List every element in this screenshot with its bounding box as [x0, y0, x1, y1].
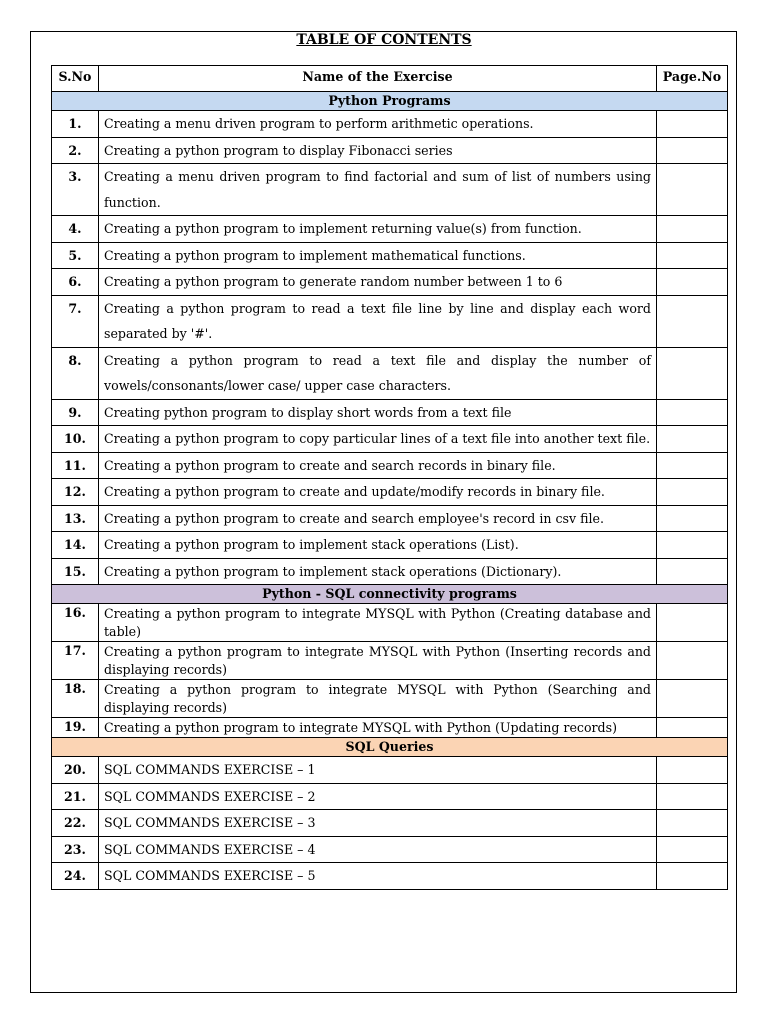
row-number: 5.: [52, 242, 99, 269]
row-number: 15.: [52, 558, 99, 585]
table-row: [52, 757, 728, 784]
page-number-cell: [657, 399, 728, 426]
table-row: [52, 863, 728, 890]
header-name: Name of the Exercise: [99, 66, 657, 92]
section-header-python: [52, 92, 728, 111]
section-header-sql-conn: [52, 585, 728, 604]
exercise-name: Creating a python program to implement stack operations (Dictionary).: [99, 558, 657, 585]
exercise-name: Creating a menu driven program to perform arithmetic operations.: [99, 111, 657, 138]
table-row: [52, 399, 728, 426]
row-number: 10.: [52, 426, 99, 453]
page-number-cell: [657, 269, 728, 296]
exercise-name: Creating a python program to read a text file line by line and display each word separated by '#'.: [99, 295, 657, 347]
section-title: Python - SQL connectivity programs: [52, 585, 728, 604]
table-row: [52, 216, 728, 243]
section-title: SQL Queries: [52, 738, 728, 757]
row-number: 6.: [52, 269, 99, 296]
row-number: 2.: [52, 137, 99, 164]
row-number: 12.: [52, 479, 99, 506]
page-number-cell: [657, 532, 728, 559]
page-number-cell: [657, 863, 728, 890]
exercise-name: Creating a python program to integrate MYSQL with Python (Creating database and table): [99, 604, 657, 642]
section-header-sql: [52, 738, 728, 757]
page-number-cell: [657, 242, 728, 269]
table-row: [52, 604, 728, 642]
row-number: 7.: [52, 295, 99, 347]
page-number-cell: [657, 452, 728, 479]
table-row: [52, 505, 728, 532]
table-row: [52, 111, 728, 138]
row-number: 19.: [52, 718, 99, 738]
header-row: [52, 66, 728, 92]
table-row: [52, 242, 728, 269]
table-row: [52, 836, 728, 863]
exercise-name: Creating a python program to create and search employee's record in csv file.: [99, 505, 657, 532]
exercise-name: Creating a python program to read a text file and display the number of vowels/consonants/lower case/ upper case characters.: [99, 347, 657, 399]
section-title: Python Programs: [52, 92, 728, 111]
exercise-name: Creating a python program to create and update/modify records in binary file.: [99, 479, 657, 506]
table-row: [52, 479, 728, 506]
exercise-name: Creating a python program to create and search records in binary file.: [99, 452, 657, 479]
exercise-name: SQL COMMANDS EXERCISE – 4: [99, 836, 657, 863]
exercise-name: Creating a python program to implement returning value(s) from function.: [99, 216, 657, 243]
page-number-cell: [657, 604, 728, 642]
page-number-cell: [657, 558, 728, 585]
table-row: [52, 269, 728, 296]
row-number: 1.: [52, 111, 99, 138]
page-number-cell: [657, 347, 728, 399]
page-title: TABLE OF CONTENTS: [296, 32, 472, 48]
table-row: [52, 347, 728, 399]
table-row: [52, 558, 728, 585]
toc-body: [52, 92, 728, 890]
table-row: [52, 783, 728, 810]
row-number: 24.: [52, 863, 99, 890]
exercise-name: Creating a python program to generate random number between 1 to 6: [99, 269, 657, 296]
page-number-cell: [657, 505, 728, 532]
page-number-cell: [657, 216, 728, 243]
row-number: 21.: [52, 783, 99, 810]
page-number-cell: [657, 718, 728, 738]
exercise-name: Creating a python program to implement stack operations (List).: [99, 532, 657, 559]
page-number-cell: [657, 479, 728, 506]
exercise-name: Creating a python program to implement mathematical functions.: [99, 242, 657, 269]
exercise-name: SQL COMMANDS EXERCISE – 5: [99, 863, 657, 890]
row-number: 23.: [52, 836, 99, 863]
table-row: [52, 452, 728, 479]
table-row: [52, 426, 728, 453]
exercise-name: SQL COMMANDS EXERCISE – 3: [99, 810, 657, 837]
page-number-cell: [657, 810, 728, 837]
exercise-name: Creating a python program to integrate MYSQL with Python (Searching and displaying records): [99, 680, 657, 718]
row-number: 14.: [52, 532, 99, 559]
header-sno: S.No: [52, 66, 99, 92]
page-number-cell: [657, 836, 728, 863]
row-number: 17.: [52, 642, 99, 680]
page-number-cell: [657, 642, 728, 680]
exercise-name: Creating a python program to integrate MYSQL with Python (Inserting records and displaying records): [99, 642, 657, 680]
row-number: 4.: [52, 216, 99, 243]
table-row: [52, 532, 728, 559]
table-row: [52, 164, 728, 216]
table-row: [52, 680, 728, 718]
page-number-cell: [657, 137, 728, 164]
exercise-name: SQL COMMANDS EXERCISE – 1: [99, 757, 657, 784]
page-number-cell: [657, 164, 728, 216]
table-row: [52, 810, 728, 837]
header-page: Page.No: [657, 66, 728, 92]
row-number: 20.: [52, 757, 99, 784]
exercise-name: Creating a menu driven program to find factorial and sum of list of numbers using function.: [99, 164, 657, 216]
row-number: 13.: [52, 505, 99, 532]
page-number-cell: [657, 111, 728, 138]
table-row: [52, 642, 728, 680]
page-number-cell: [657, 426, 728, 453]
page-number-cell: [657, 295, 728, 347]
row-number: 3.: [52, 164, 99, 216]
page-number-cell: [657, 783, 728, 810]
exercise-name: SQL COMMANDS EXERCISE – 2: [99, 783, 657, 810]
row-number: 9.: [52, 399, 99, 426]
row-number: 16.: [52, 604, 99, 642]
page-number-cell: [657, 680, 728, 718]
exercise-name: Creating a python program to copy particular lines of a text file into another text file.: [99, 426, 657, 453]
row-number: 11.: [52, 452, 99, 479]
exercise-name: Creating a python program to display Fibonacci series: [99, 137, 657, 164]
row-number: 18.: [52, 680, 99, 718]
table-row: [52, 718, 728, 738]
row-number: 22.: [52, 810, 99, 837]
row-number: 8.: [52, 347, 99, 399]
table-row: [52, 137, 728, 164]
toc-table: [51, 65, 728, 890]
table-row: [52, 295, 728, 347]
exercise-name: Creating python program to display short words from a text file: [99, 399, 657, 426]
exercise-name: Creating a python program to integrate MYSQL with Python (Updating records): [99, 718, 657, 738]
page-number-cell: [657, 757, 728, 784]
